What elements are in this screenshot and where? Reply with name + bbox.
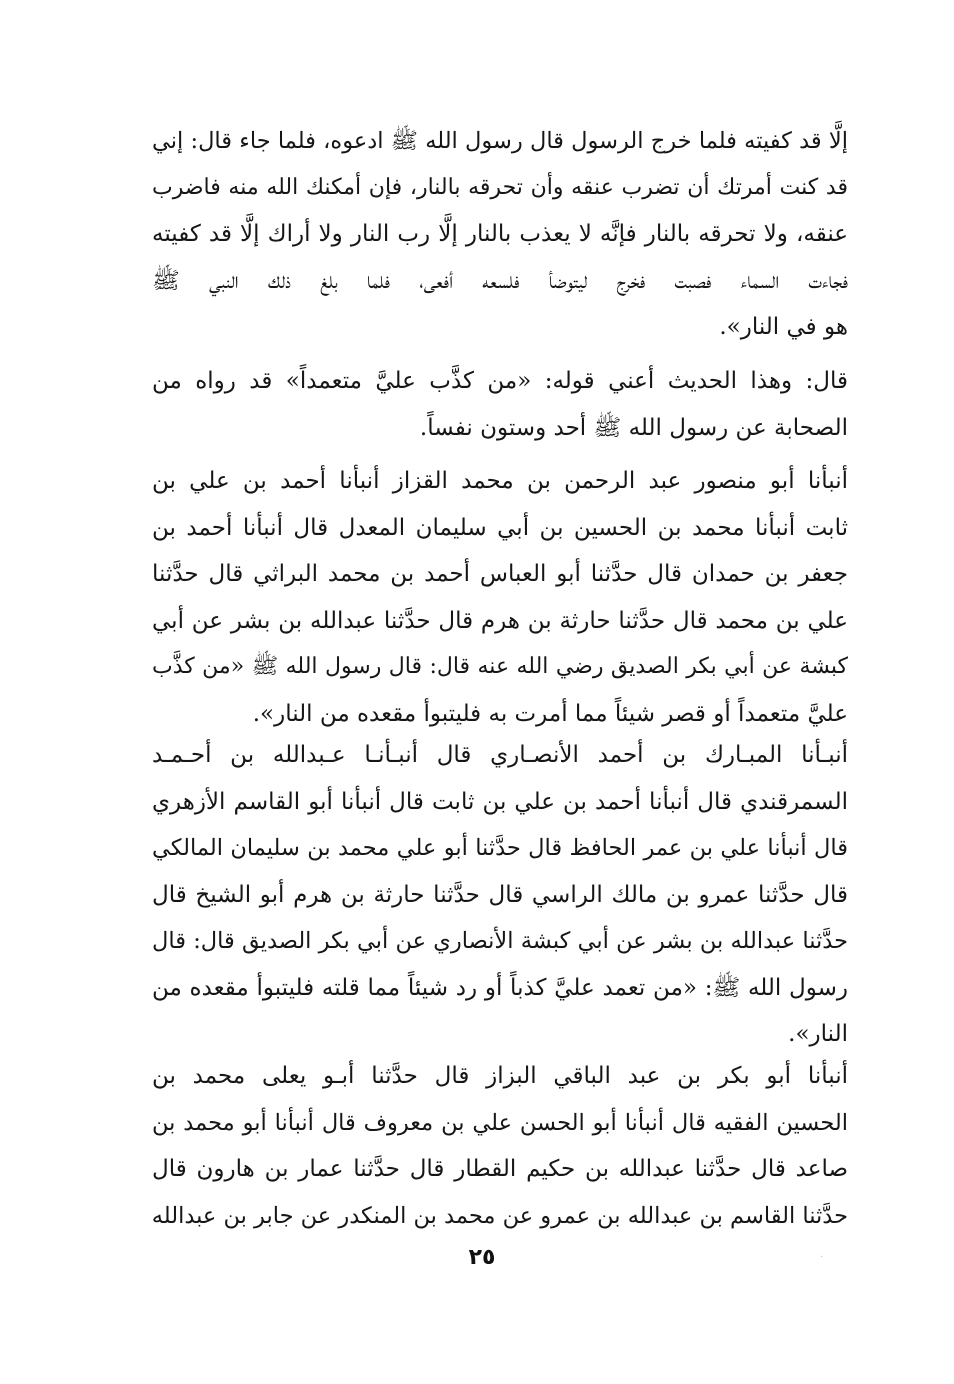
text-line: النار». (788, 1021, 848, 1047)
text-line: أنبـأنا المبـارك بن أحمد الأنصـاري قال أنبـأنـا عـبدالله بن أحـمـد (152, 742, 848, 768)
text-line: أنبأنا أبو منصور عبد الرحمن بن محمد القزاز أنبأنا أحمد بن علي بن (152, 468, 848, 494)
paragraph-3 (152, 458, 848, 737)
text-line: جعفر بن حمدان قال حدَّثنا أبو العباس أحمد بن محمد البراثي قال حدَّثنا (152, 561, 848, 587)
text-line: السمرقندي قال أنبأنا أحمد بن علي بن ثابت قال أنبأنا أبو القاسم الأزهري (152, 788, 848, 815)
text-line: صاعد قال حدَّثنا عبدالله بن حكيم القطار قال حدَّثنا عمار بن هارون قال (152, 1156, 848, 1182)
paragraph-1 (152, 118, 848, 351)
text-line: قال حدَّثنا عمرو بن مالك الراسي قال حدَّثنا حارثة بن هرم أبو الشيخ قال (152, 881, 848, 908)
text-line: عليَّ متعمداً أو قصر شيئاً مما أمرت به فليتبوأ مقعده من النار». (252, 700, 848, 727)
text-line: قد كنت أمرتك أن تضرب عنقه وأن تحرقه بالنار، فإن أمكنك الله منه فاضرب (152, 174, 848, 200)
text-line: فجاءت السماء فصبت فخرج ليتوضأ فلسعه أفعى، فلما بلغ ذلك النبي ﷺ (152, 267, 848, 294)
text-line: علي بن محمد قال حدَّثنا حارثة بن هرم قال حدَّثنا عبدالله بن بشر عن أبي (152, 607, 848, 634)
text-line: حدَّثنا عبدالله بن بشر عن أبي كبشة الأنصاري عن أبي بكر الصديق قال: قال (152, 928, 848, 954)
text-line: أنبأنا أبو بكر بن عبد الباقي البزاز قال حدَّثنا أبـو يعلى محمد بن (152, 1063, 848, 1089)
text-line: رسول الله ﷺ: «من تعمد عليَّ كذباً أو رد شيئاً مما قلته فليتبوأ مقعده من (152, 974, 848, 1001)
text-line: الصحابة عن رسول الله ﷺ أحد وستون نفساً. (419, 414, 848, 441)
text-line: الحسين الفقيه قال أنبأنا أبو الحسن علي بن معروف قال أنبأنا أبو محمد بن (152, 1109, 848, 1136)
scan-speck: · (820, 1252, 824, 1263)
text-line: قال: وهذا الحديث أعني قوله: «من كذَّب عليَّ متعمداً» قد رواه من (152, 368, 848, 394)
text-line: عنقه، ولا تحرقه بالنار فإنَّه لا يعذب بالنار إلَّا رب النار ولا أراك إلَّا قد كفيته (152, 221, 848, 247)
page-number: ٢٥ (468, 1245, 496, 1270)
text-line: حدَّثنا القاسم بن عبدالله بن عمرو عن محمد بن المنكدر عن جابر بن عبدالله (152, 1202, 848, 1229)
text-line: ثابت أنبأنا محمد بن الحسين بن أبي سليمان المعدل قال أنبأنا أحمد بن (152, 514, 848, 541)
text-line: هو في النار». (719, 314, 848, 340)
paragraph-4 (152, 732, 848, 1058)
text-line: قال أنبأنا علي بن عمر الحافظ قال حدَّثنا أبو علي محمد بن سليمان المالكي (152, 835, 848, 861)
paragraph-2 (152, 358, 848, 451)
text-line: كبشة عن أبي بكر الصديق رضي الله عنه قال: قال رسول الله ﷺ «من كذَّب (152, 654, 848, 679)
paragraph-5 (152, 1053, 848, 1239)
text-line: إلَّا قد كفيته فلما خرج الرسول قال رسول الله ﷺ ادعوه، فلما جاء قال: إني (152, 128, 848, 154)
